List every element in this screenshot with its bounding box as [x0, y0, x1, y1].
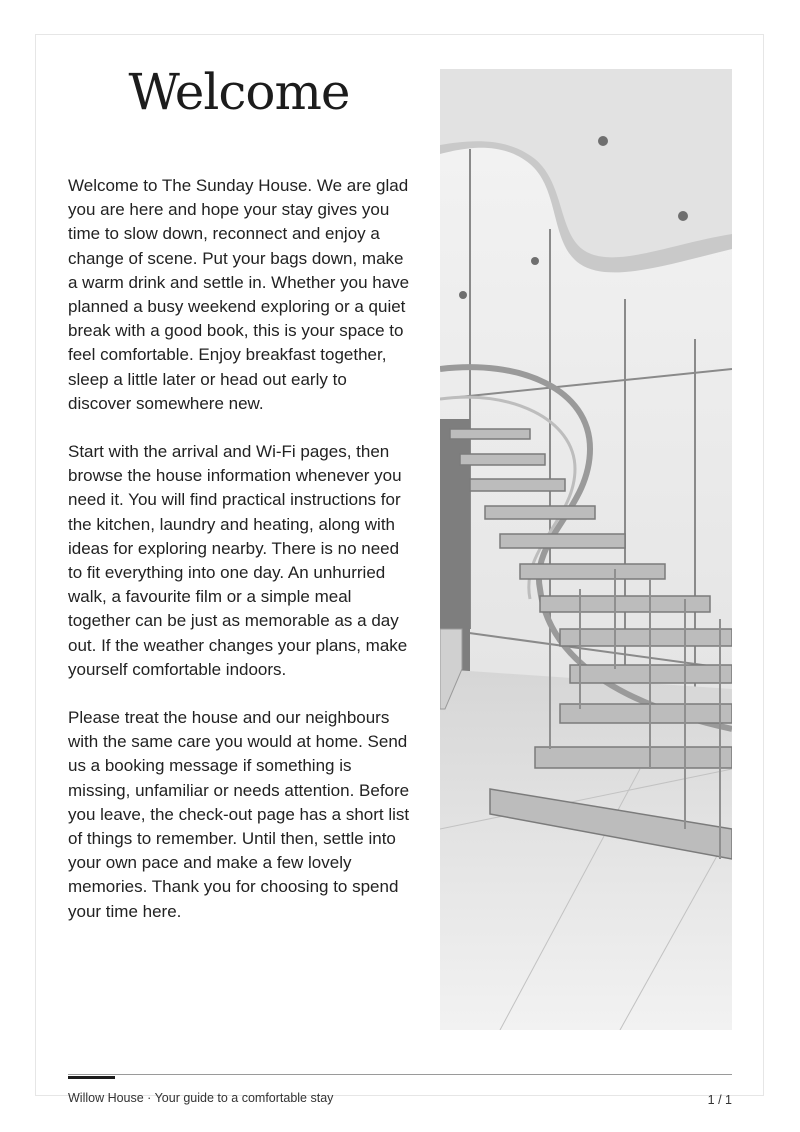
footer-accent-bar	[68, 1076, 115, 1079]
paragraph-3: Please treat the house and our neighbours with the same care you would at home. Send us a booking message if something is missing, unfamiliar or needs attention. Before you leave, the check-out page has a short list of things to remember. Until then, settle into your own pace and make a few lovely memories. Thank you for choosing to spend your time here.	[68, 708, 410, 921]
paragraph-1: Welcome to The Sunday House. We are glad you are here and hope your stay gives you time to slow down, reconnect and enjoy a change of scene. Put your bags down, make a warm drink and settle in. Whether you have planned a busy weekend exploring or a quiet break with a good book, this is your space to feel comfortable. Enjoy breakfast together, sleep a little later or head out early to discover somewhere new.	[68, 176, 410, 413]
staircase-photo	[440, 69, 732, 1030]
footer-rule	[68, 1074, 732, 1075]
page-number: 1 / 1	[707, 1093, 732, 1107]
footer-caption: Willow House · Your guide to a comfortable stay	[68, 1091, 334, 1105]
paragraph-2: Start with the arrival and Wi-Fi pages, then browse the house information whenever you need it. You will find practical instructions for the kitchen, laundry and heating, along with ideas for exploring nearby. There is no need to fit everything into one day. An unhurried walk, a favourite film or a simple meal together can be just as memorable as a day out. If the weather changes your plans, make yourself comfortable indoors.	[68, 442, 408, 679]
welcome-body	[68, 174, 413, 948]
page-title: Welcome	[128, 63, 350, 121]
